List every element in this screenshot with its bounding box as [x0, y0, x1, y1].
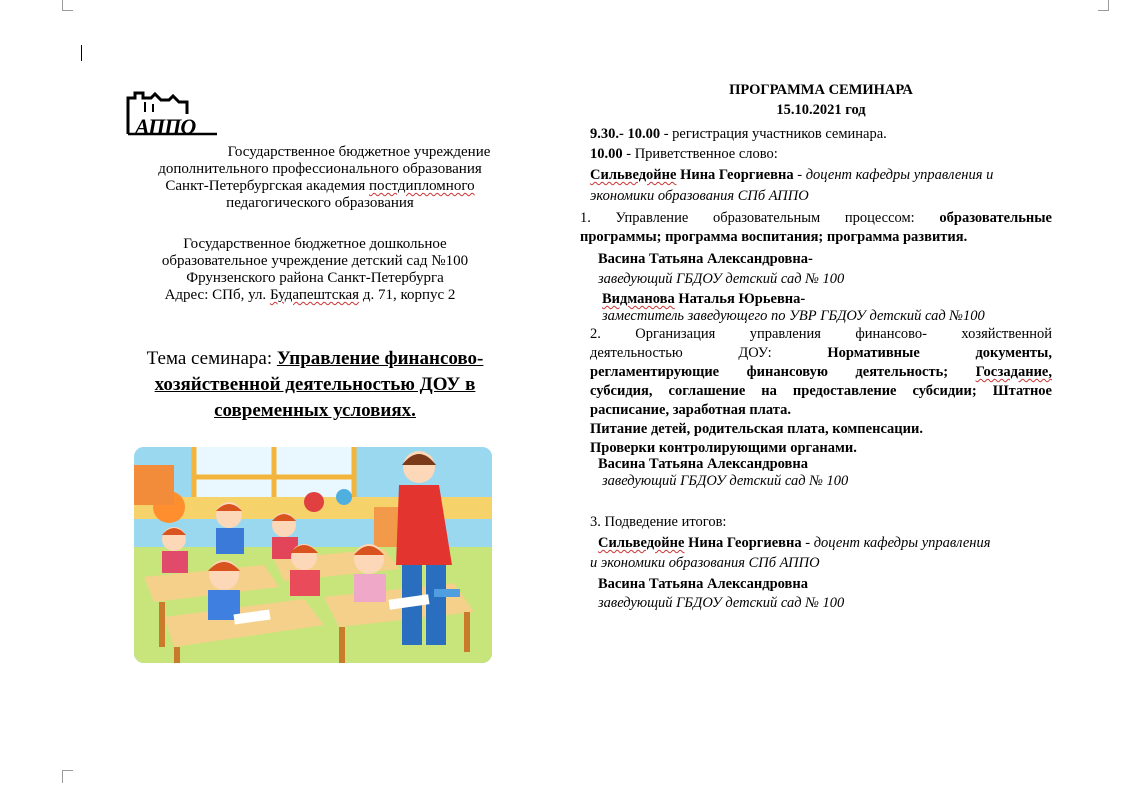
vasina3-role: заведующий ГБДОУ детский сад № 100: [598, 595, 845, 611]
item1-c: программы; программа воспитания; программа развития.: [580, 229, 968, 245]
speaker3-line: Сильведойне Нина Георгиевна - доцент кафедры управления: [598, 535, 991, 551]
item2-d: регламентирующие финансовую деятельность;: [590, 364, 976, 380]
topic-title-1: Управление финансово-: [276, 348, 484, 369]
vidmanova-name: Наталья Юрьевна-: [674, 291, 806, 307]
item2-line1: 2. Организация управления финансово- хозяйственной: [590, 326, 1052, 342]
kindergarten-line-3: Фрунзенского района Санкт-Петербурга: [186, 270, 444, 286]
topic-title-2: хозяйственной деятельностью ДОУ в: [154, 374, 476, 395]
speaker3-role-b: и экономики образования СПб АППО: [590, 555, 820, 571]
academy-line-3a: Санкт-Петербургская академия: [165, 178, 369, 194]
speaker1-role-a: доцент кафедры управления и: [805, 167, 994, 183]
kindergarten-line-2: образовательное учреждение детский сад №100: [161, 253, 469, 269]
item2-line7: Проверки контролирующими органами.: [590, 440, 857, 456]
vidmanova-role: заместитель заведующего по УВР ГБДОУ детский сад №100: [602, 308, 985, 324]
program-date: 15.10.2021 год: [776, 102, 866, 118]
academy-block: [130, 144, 510, 212]
speaker1-role-b: экономики образования СПб АППО: [590, 188, 809, 204]
vasina3-name: Васина Татьяна Александровна: [598, 576, 808, 592]
kindergarten-address: [120, 287, 510, 304]
vasina-name: Васина Татьяна Александровна-: [598, 251, 813, 267]
item1: [580, 209, 1052, 247]
topic-prefix: Тема семинара:: [146, 348, 277, 369]
speaker3-role-a: доцент кафедры управления: [813, 535, 991, 551]
address-b: Будапештская: [269, 287, 360, 303]
speaker3-surname: Сильведойне: [598, 535, 685, 551]
kindergarten-block: [120, 236, 510, 304]
classroom-picture: [134, 447, 492, 663]
item2-line6: Питание детей, родительская плата, компенсации.: [590, 421, 923, 437]
address-a: Адрес: СПб, ул.: [164, 287, 270, 303]
speaker3-name: Нина Георгиевна: [684, 535, 802, 551]
text-cursor: [81, 45, 82, 61]
academy-line-4: педагогического образования: [226, 195, 414, 211]
welcome-time: 10.00: [590, 146, 623, 162]
speaker1-surname: Сильведойне: [590, 167, 677, 183]
welcome-text: - Приветственное слово:: [622, 146, 778, 162]
classroom-illustration: [134, 447, 492, 663]
item2-e: Госзадание,: [975, 364, 1052, 380]
welcome-line: [590, 145, 1050, 164]
item2-line2: [590, 344, 1052, 363]
registration-line: [590, 125, 1050, 144]
address-c: д. 71, корпус 2: [359, 287, 456, 303]
academy-line-1: Государственное бюджетное учреждение: [227, 144, 491, 160]
item2-line3: [590, 363, 1052, 382]
item2-line4: субсидия, соглашение на предоставление субсидии; Штатное: [590, 383, 1052, 399]
item2-line5: расписание, заработная плата.: [590, 402, 791, 418]
appo-logo: [125, 90, 220, 139]
corner-mark-bottom-left: [62, 770, 73, 783]
registration-time: 9.30.- 10.00: [590, 126, 661, 142]
academy-line-3b: постдипломного: [369, 178, 475, 194]
item3: 3. Подведение итогов:: [590, 514, 727, 530]
vasina2-name: Васина Татьяна Александровна: [598, 456, 808, 472]
academy-line-3: [130, 178, 510, 195]
item1-line1: [580, 209, 1052, 228]
vasina-role: заведующий ГБДОУ детский сад № 100: [598, 271, 845, 287]
corner-mark-top-left: [62, 0, 73, 11]
topic-line-1: [120, 346, 510, 372]
item1-b: образовательные: [939, 210, 1052, 226]
speaker1-name: Нина Георгиевна: [676, 167, 794, 183]
program-title: ПРОГРАММА СЕМИНАРА: [729, 82, 913, 98]
speaker1-line: Сильведойне Нина Георгиевна - доцент кафедры управления и: [590, 167, 994, 183]
vasina2-role: заведующий ГБДОУ детский сад № 100: [602, 473, 849, 489]
registration-text: - регистрация участников семинара.: [660, 126, 887, 142]
item1-a: 1. Управление образовательным процессом:: [580, 210, 940, 226]
item2-b: деятельностью ДОУ:: [590, 345, 828, 361]
topic-title-3: современных условиях.: [214, 400, 416, 421]
kindergarten-line-1: Государственное бюджетное дошкольное: [183, 236, 447, 252]
item2-c: Нормативные документы,: [827, 345, 1052, 361]
vidmanova-surname: Видманова: [602, 291, 675, 307]
academy-line-2: дополнительного профессионального образования: [158, 161, 482, 177]
corner-mark-top-right: [1098, 0, 1109, 11]
seminar-topic: [120, 346, 510, 424]
appo-logo-text: АППО: [135, 114, 196, 139]
item2: [590, 325, 1052, 458]
